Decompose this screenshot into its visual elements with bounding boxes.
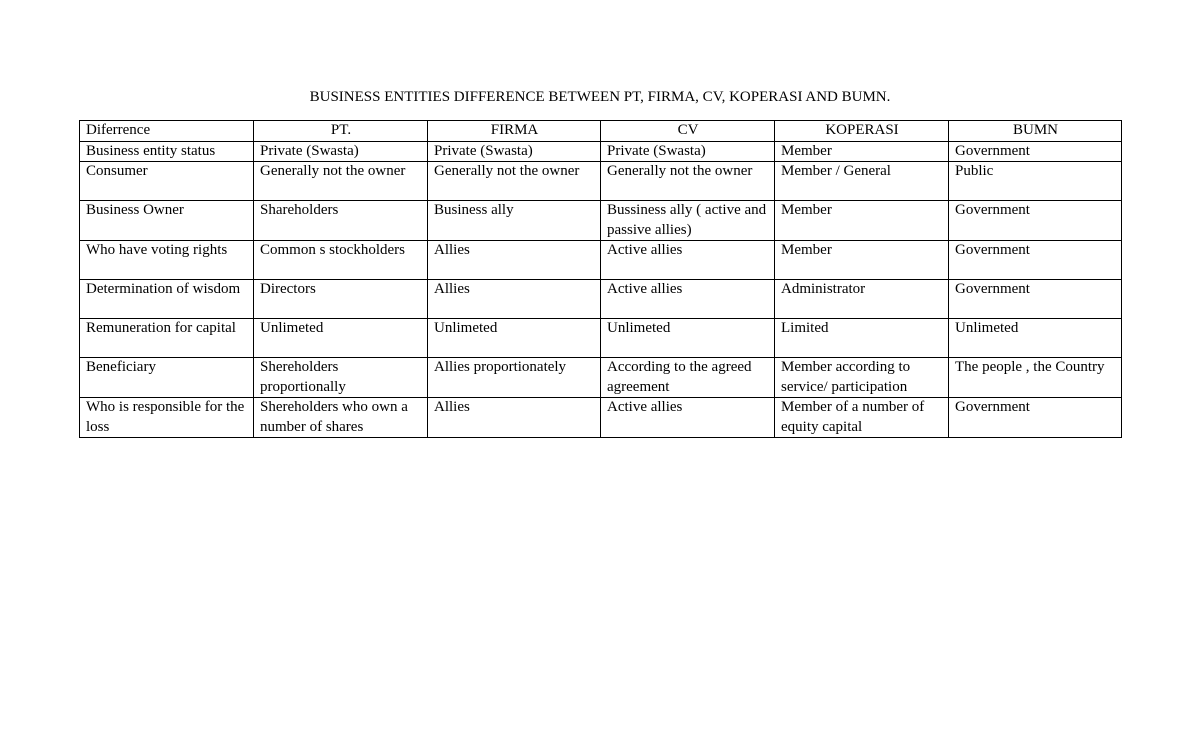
table-cell: Generally not the owner (254, 162, 428, 201)
table-row (80, 319, 1122, 358)
table-cell: Private (Swasta) (428, 141, 601, 162)
header-bumn: BUMN (949, 121, 1122, 142)
header-difference: Diferrence (80, 121, 254, 142)
row-label-cell: Who have voting rights (80, 241, 254, 280)
table-cell: Member (775, 141, 949, 162)
table-cell: Allies (428, 280, 601, 319)
table-row (80, 201, 1122, 241)
business-entities-table (79, 120, 1122, 438)
row-label-cell: Beneficiary (80, 358, 254, 398)
table-cell: Government (949, 241, 1122, 280)
table-cell: Bussiness ally ( active and passive allies) (601, 201, 775, 241)
table-cell: Directors (254, 280, 428, 319)
table-row (80, 398, 1122, 438)
table-cell: Unlimeted (601, 319, 775, 358)
table-cell: Unlimeted (949, 319, 1122, 358)
table-row (80, 162, 1122, 201)
document-title: BUSINESS ENTITIES DIFFERENCE BETWEEN PT, FIRMA, CV, KOPERASI AND BUMN. (309, 89, 891, 105)
row-label-cell: Business Owner (80, 201, 254, 241)
table-cell: Member / General (775, 162, 949, 201)
table-cell: Member (775, 241, 949, 280)
table-cell: Limited (775, 319, 949, 358)
table-cell: According to the agreed agreement (601, 358, 775, 398)
header-firma: FIRMA (428, 121, 601, 142)
header-koperasi: KOPERASI (775, 121, 949, 142)
row-label-cell: Who is responsible for the loss (80, 398, 254, 438)
table-cell: Allies (428, 398, 601, 438)
table-cell: Active allies (601, 241, 775, 280)
table-cell: Allies proportionately (428, 358, 601, 398)
table-cell: Unlimeted (428, 319, 601, 358)
table-cell: Active allies (601, 280, 775, 319)
table-cell: Government (949, 280, 1122, 319)
table-cell: Allies (428, 241, 601, 280)
table-row (80, 280, 1122, 319)
table-cell: Common s stockholders (254, 241, 428, 280)
table-cell: Private (Swasta) (254, 141, 428, 162)
table-cell: Government (949, 201, 1122, 241)
table-row (80, 241, 1122, 280)
table-cell: Government (949, 141, 1122, 162)
table-cell: Generally not the owner (601, 162, 775, 201)
table-cell: Unlimeted (254, 319, 428, 358)
table-cell: Member (775, 201, 949, 241)
table-cell: Administrator (775, 280, 949, 319)
header-pt: PT. (254, 121, 428, 142)
row-label-cell: Consumer (80, 162, 254, 201)
table-cell: Government (949, 398, 1122, 438)
table-cell: Shereholders proportionally (254, 358, 428, 398)
table-cell: Member of a number of equity capital (775, 398, 949, 438)
table-header-row (80, 121, 1122, 142)
table-cell: Shereholders who own a number of shares (254, 398, 428, 438)
row-label-cell: Business entity status (80, 141, 254, 162)
table-cell: Private (Swasta) (601, 141, 775, 162)
table-row (80, 358, 1122, 398)
row-label-cell: Remuneration for capital (80, 319, 254, 358)
table-cell: The people , the Country (949, 358, 1122, 398)
row-label-cell: Determination of wisdom (80, 280, 254, 319)
table-row (80, 141, 1122, 162)
table-cell: Member according to service/ participation (775, 358, 949, 398)
table-cell: Public (949, 162, 1122, 201)
header-cv: CV (601, 121, 775, 142)
table-cell: Shareholders (254, 201, 428, 241)
table-cell: Business ally (428, 201, 601, 241)
table-cell: Active allies (601, 398, 775, 438)
table-cell: Generally not the owner (428, 162, 601, 201)
